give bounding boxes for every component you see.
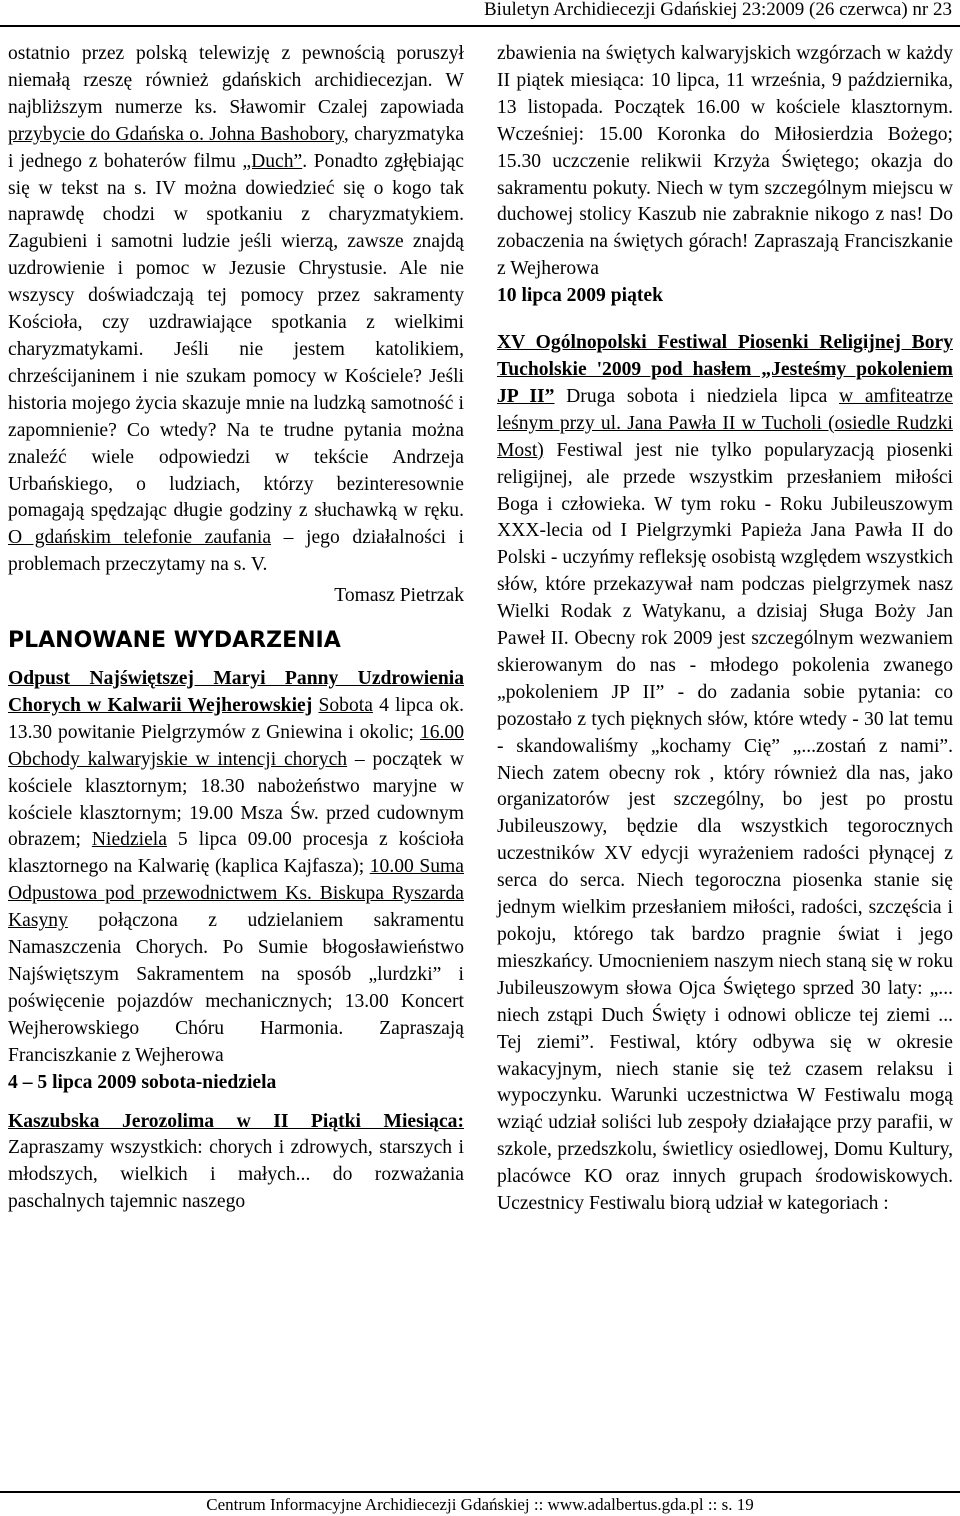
article-author: Tomasz Pietrzak bbox=[334, 585, 464, 607]
intro-text-1: ostatnio przez polską telewizję z pewnością poruszył niemałą rzeszę również gdańskich archidiecezjan. W najbliższym numerze ks. Sławomir Czalej zapowiada bbox=[8, 43, 464, 118]
intro-text-2: , charyzmatyka i jednego z bohaterów filmu bbox=[8, 123, 464, 172]
event-odpust-text-4: połączona z udzielaniem sakramentu Namaszczenia Chorych. Po Sumie błogosławieństwo Najświętszym Sakramentem na sposób „lurdzki” i poświęcenie pojazdów mechanicznych; 13.00 Koncert Wejherowskiego Chóru Harmonia. Zapraszają Franciszkanie z Wejherowa bbox=[8, 910, 464, 1066]
festival-place: w amfiteatrze leśnym przy ul. Jana Pawła II w Tucholi (osiedle Rudzki Most) bbox=[497, 385, 953, 461]
phone-helpline-link[interactable]: O gdańskim telefonie zaufania bbox=[8, 527, 272, 549]
event-obchody: 16.00 Obchody kalwaryjskie w intencji chorych bbox=[8, 721, 464, 770]
jerozolima-continued: zbawienia na świętych kalwaryjskich wzgórzach w każdy II piątek miesiąca: 10 lipca, 11 września, 9 października, 13 listopada. Początek 16.00 w kościele klasztornym. Wcześniej: 15.00 Koronka do Miłosierdzia Bożego; 15.30 uczczenie relikwii Krzyża Świętego; okazja do sakramentu pokuty. Niech w tym szczególnym miejscu w duchowej stolicy Kaszub nie zabraknie nikogo z nas! Do zobaczenia na świętych górach! Zapraszają Franciszkanie z Wejherowa bbox=[497, 43, 953, 280]
intro-text-3: . Ponadto zgłębiając się w tekst na s. IV można dowiedzieć się o kogo tak naprawdę chodzi w spotkaniu z charyzmatykiem. Zagubieni i samotni ludzie jeśli wierzą, zawsze znajdą uzdrowienie i pomoc w Jezusie Chrystusie. Ale nie wszyscy doświadczają tej pomocy przez sakramenty Kościoła, czy uzdrawiające spotkania z wielkimi charyzmatykami. Jeśli nie jestem katolikiem, chrześcijaninem i nie szukam pomocy w Kościele? Jeśli historia mojego życia skazuje mnie na ludzką samotność i zapomnienie? Co wtedy? Na te trudne pytania można znaleźć wiele odpowiedzi w tekście Andrzeja Urbańskiego, o ludziach, którzy bezinteresownie pomagają spędzając długie godziny z słuchawką w ręku. bbox=[8, 150, 464, 522]
intro-text-4: – jego działalności i problemach przeczytamy na s. V. bbox=[8, 527, 464, 576]
event-odpust-title: Odpust Najświętszej Maryi Panny Uzdrowienia Chorych w Kalwarii Wejherowskiej bbox=[8, 668, 464, 716]
event-saturday-label: Sobota bbox=[318, 694, 373, 716]
event-festival bbox=[497, 330, 953, 1218]
footer-rule bbox=[0, 1491, 960, 1493]
event-suma: 10.00 Suma Odpustowa pod przewodnictwem Ks. Biskupa Ryszarda Kasyny bbox=[8, 856, 464, 932]
page-footer: Centrum Informacyjne Archidiecezji Gdańskiej :: www.adalbertus.gda.pl :: s. 19 bbox=[206, 1495, 754, 1514]
bashobora-link[interactable]: przybycie do Gdańska o. Johna Bashobory bbox=[8, 123, 344, 145]
event-odpust-text-1: 4 lipca ok. 13.30 powitanie Pielgrzymów z Gniewina i okolic; bbox=[8, 694, 464, 743]
festival-text-2: Festiwal jest nie tylko popularyzacją piosenki religijnej, ale przede wszystkim przesłaniem miłości Boga i człowieka. W tym roku - Roku Jubileuszowym XXX-lecia od I Pielgrzymki Papieża Jana Pawła II do Polski - uczyńmy refleksję osobistą względem wszystkich słów, które przekazywał nam podczas pielgrzymek nasz Wielki Rodak z Watykanu, a dzisiaj Sługa Boży Jan Paweł II. Obecny rok 2009 jest szczególnym wezwaniem skierowanym do nas - młodego pokolenia zwanego „pokoleniem JP II” - do zadania sobie pytania: co pozostało z tych pięknych słów, które wtedy - 30 lat temu - skandowaliśmy „kochamy Cię” „...zostań z nami”. Niech zatem obecny rok , który również dla nas, jako organizatorów jest szczególny, bo jest po prostu Jubileuszowy, będzie dla wszystkich tegorocznych uczestników XV edycji wyrażeniem radości płynącej z serca do serca. Niech tegoroczna piosenka stanie się jednym wielkim przesłaniem miłości, radości, szczęścia i pokoju, którego tak bardzo pragnie świat i jego mieszkańcy. Umocnieniem naszym niech staną się w roku Jubileuszowym słowa Ojca Świętego sprzed 30 laty: „... niech zstąpi Duch Święty i odnowi oblicze tej ziemi ... Tej ziemi”. Festiwal, który odbywa się w okresie wakacyjnym, niech stanie się też czasem relaksu i wypoczynku. Warunki uczestnictwa W Festiwalu mogą wziąć udział soliści lub zespoły działające przy parafii, w szkole, przedszkolu, świetlicy osiedlowej, Domu Kultury, placówce KO oraz innych grupach środowiskowych. Uczestnicy Festiwalu biorą udział w kategoriach : bbox=[497, 439, 954, 1215]
event-odpust-text-2: – początek w kościele klasztornym; 18.30 nabożeństwo maryjne w kościele klasztornym; 19.00 Msza Św. przed cudownym obrazem; bbox=[8, 748, 465, 851]
intro-paragraph bbox=[8, 41, 464, 579]
jerozolima-date: 10 lipca 2009 piątek bbox=[497, 285, 664, 307]
festival-title: XV Ogólnopolski Festiwal Piosenki Religijnej Bory Tucholskie '2009 pod hasłem „Jesteśmy pokoleniem JP II” bbox=[497, 332, 953, 407]
event-odpust-text-3: 5 lipca 09.00 procesja z kościoła klasztornego na Kalwarię (kaplica Kajfasza); bbox=[8, 829, 465, 878]
festival-text-1: Druga sobota i niedziela lipca bbox=[554, 385, 840, 407]
film-title-link[interactable]: „Duch” bbox=[242, 150, 303, 172]
event-jerozolima-title: Kaszubska Jerozolima w II Piątki Miesiąca: bbox=[8, 1110, 464, 1132]
page-header: Biuletyn Archidiecezji Gdańskiej 23:2009 (26 czerwca) nr 23 bbox=[484, 0, 952, 20]
right-column bbox=[497, 41, 953, 1218]
section-heading: PLANOWANE WYDARZENIA bbox=[8, 628, 341, 654]
event-odpust bbox=[8, 666, 464, 1070]
event-jerozolima bbox=[8, 1109, 464, 1217]
event-jerozolima-text: Zapraszamy wszystkich: chorych i zdrowych, starszych i młodszych, wielkich i małych... do rozważania paschalnych tajemnic naszego bbox=[8, 1137, 464, 1213]
event-odpust-date: 4 – 5 lipca 2009 sobota-niedziela bbox=[8, 1071, 277, 1093]
event-sunday-label: Niedziela bbox=[91, 829, 167, 851]
left-column bbox=[8, 41, 464, 1216]
header-rule bbox=[0, 25, 960, 27]
